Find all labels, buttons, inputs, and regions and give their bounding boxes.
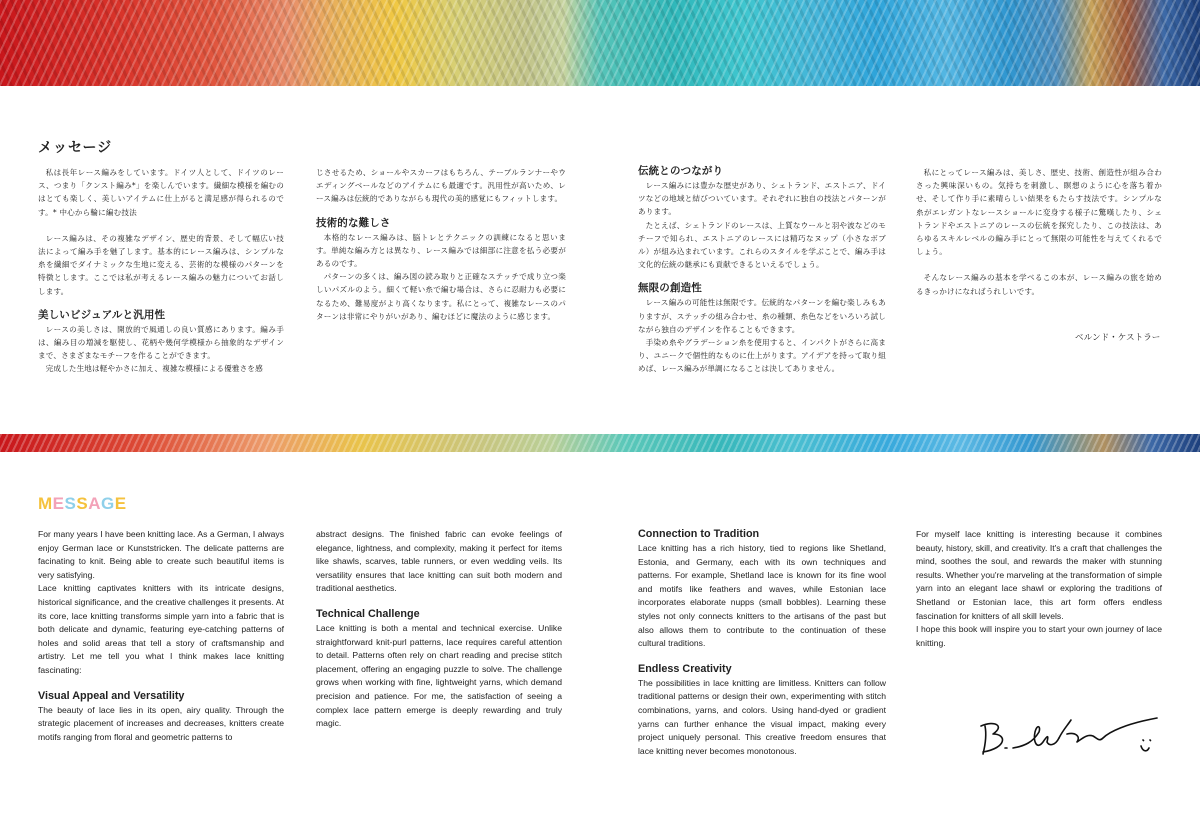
jp-paragraph: レース編みは、その複雑なデザイン、歴史的背景、そして幅広い技法によって編み手を魅了します。基本的にレース編みは、シンプルな糸を繊細でダイナミックな生地に変える、芸術的な模様のパターンを特徴とします。ここでは私が考えるレース編みの魅力についてお話しします。	[38, 233, 284, 296]
japanese-column-1	[38, 166, 284, 376]
en-paragraph: I hope this book will inspire you to start your own journey of lace knitting.	[916, 624, 1162, 648]
english-column-4	[916, 528, 1162, 650]
en-heading-technical-challenge: Technical Challenge	[316, 607, 420, 620]
jp-heading-creativity: 無限の創造性	[638, 282, 702, 295]
title-letter: G	[100, 494, 115, 513]
jp-heading-technical-challenge: 技術的な難しさ	[316, 216, 391, 229]
lace-yarn-photo-band-middle	[0, 434, 1200, 452]
title-letter: E	[114, 494, 127, 513]
en-paragraph: Lace knitting captivates knitters with its intricate designs, historical significance, and the creative challenges it presents. At its core, lace knitting transforms simple yarn into a fabric that is both delicate and dynamic, featuring eye-catching patterns of holes and solid areas that tell a story of craftsmanship and artistry. Let me tell you what I think makes lace knitting fascinating:	[38, 583, 284, 675]
jp-paragraph: 本格的なレース編みは、脳トレとテクニックの訓練になると思います。単純な編み方とは異なり、レース編みでは細部に注意を払う必要があるのです。	[316, 232, 566, 269]
title-letter: E	[52, 494, 65, 513]
jp-paragraph: 完成した生地は軽やかさに加え、複雑な模様による優雅さを感	[45, 364, 263, 374]
jp-paragraph: レース編みの可能性は無限です。伝統的なパターンを編む楽しみもありますが、ステッチの組み合わせ、糸の種類、糸色などをいろいろ試しながら独自のデザインを作ることもできます。	[638, 298, 886, 334]
en-paragraph: Lace knitting is both a mental and technical exercise. Unlike straightforward knit-purl patterns, lace requires careful attention to detail. Patterns often rely on chart reading and precise stitch placement, offering an engaging puzzle to solve. The challenge grows when working with fine, lightweight yarns, which demand precision and patience. For me, the satisfaction of seeing a complex lace pattern emerge is deeply rewarding and truly magic.	[316, 622, 562, 729]
japanese-column-3	[638, 164, 886, 376]
jp-paragraph: 私にとってレース編みは、美しさ、歴史、技術、創造性が組み合わさった興味深いもの。気持ちを刺激し、瞑想のように心を落ち着かせ、そして作り手に素晴らしい結果をもたらす技法です。シンプルな糸がエレガントなレースショールに変身する様子に驚嘆したり、シェトランドやエストニアのレースの伝統を探究したり、この技法は、あらゆるスキルレベルの編み手にとって無限の可能性を与えてくれるでしょう。	[916, 168, 1162, 257]
en-paragraph: The possibilities in lace knitting are limitless. Knitters can follow traditional patterns or design their own, experimenting with stitch combinations, yarns, and colors. Using hand-dyed or gradient yarns can further enhance the visual impact, making every project uniquely personal. This creative freedom ensures that lace knitting never becomes monotonous.	[638, 677, 886, 756]
jp-paragraph: レース編みには豊かな歴史があり、シェトランド、エストニア、ドイツなどの地域と結びついています。それぞれに独自の技法とパターンがあります。	[638, 181, 886, 217]
title-letter: M	[38, 494, 53, 513]
jp-heading-tradition: 伝統とのつながり	[638, 165, 724, 177]
jp-paragraph: 私は長年レース編みをしています。ドイツ人として、ドイツのレース、つまり「クンスト編み*」を楽しんでいます。繊細な模様を編むのはとても楽しく、美しいアイテムに仕上がると満足感が得られるのです。* 中心から輪に編む技法	[38, 168, 284, 217]
handwritten-signature	[975, 712, 1165, 764]
jp-paragraph: じさせるため、ショールやスカーフはもちろん、テーブルランナーやウエディングベールなどのアイテムにも最適です。汎用性が高いため、レース編みは伝統的でありながらも現代の美的感覚にもフィットします。	[316, 168, 566, 204]
english-message-title	[38, 494, 127, 514]
jp-heading-visual-appeal: 美しいビジュアルと汎用性	[38, 308, 166, 321]
en-paragraph: Lace knitting has a rich history, tied to regions like Shetland, Estonia, and Germany, each with its own techniques and patterns. For example, Shetland lace is known for its fine wool and motifs like feathers and waves, while Estonian lace incorporates elaborate nupps (small bobbles). Learning these styles not only connects knitters to the artisans of the past but also allows them to contribute to the continuation of these cultural traditions.	[638, 543, 886, 649]
jp-paragraph: レースの美しさは、開放的で風通しの良い質感にあります。編み手は、編み目の増減を駆使し、花柄や幾何学模様から抽象的なデザインまで、さまざまなモチーフを作ることができます。	[38, 324, 284, 361]
en-paragraph: For many years I have been knitting lace. As a German, I always enjoy German lace or Kunststricken. The delicate patterns are facinating to knit. Being able to create such beautiful items is very satisfying.	[38, 529, 284, 580]
jp-paragraph: パターンの多くは、編み図の読み取りと正確なステッチで成り立つ楽しいパズルのよう。細くて軽い糸で編む場合は、さらに忍耐力も必要になるため、難易度がより高くなります。私にとって、複雑なレースのパターンは非常にやりがいがあり、編むほどに魔法のように感じます。	[316, 272, 566, 321]
title-letter: A	[88, 494, 101, 513]
en-heading-visual-appeal: Visual Appeal and Versatility	[38, 689, 185, 702]
title-letter: S	[76, 494, 89, 513]
en-heading-tradition: Connection to Tradition	[638, 528, 760, 540]
en-paragraph: The beauty of lace lies in its open, airy quality. Through the strategic placement of increases and decreases, knitters create motifs ranging from floral and geometric patterns to	[38, 704, 284, 742]
japanese-message-title: メッセージ	[38, 140, 113, 156]
english-column-2	[316, 528, 562, 731]
japanese-column-4	[916, 166, 1162, 298]
japanese-author-signature: ベルンド・ケストラー	[1075, 333, 1161, 343]
en-heading-creativity: Endless Creativity	[638, 662, 732, 675]
en-paragraph: For myself lace knitting is interesting because it combines beauty, history, skill, and creativity. It's a craft that challenges the mind, soothes the soul, and rewards the maker with stunning results. Whether you're marveling at the transformation of simple yarn into an elegant lace shawl or exploring the traditions of Shetland or Estonian lace, this art form offers endless fascination for knitters of all skill levels.	[916, 529, 1162, 621]
title-letter: S	[64, 494, 77, 513]
english-column-1	[38, 528, 284, 744]
jp-paragraph: そんなレース編みの基本を学べるこの本が、レース編みの旅を始めるきっかけになればうれしいです。	[916, 273, 1162, 296]
japanese-column-2	[316, 166, 566, 323]
en-paragraph: abstract designs. The finished fabric can evoke feelings of elegance, lightness, and complexity, making it perfect for items like shawls, scarves, table runners, or even wedding veils. Its versatility ensures that lace knitting can suit both modern and traditional aesthetics.	[316, 529, 562, 594]
english-column-3	[638, 526, 886, 758]
jp-paragraph: たとえば、シェトランドのレースは、上質なウールと羽や波などのモチーフで知られ、エストニアのレースには精巧なヌップ（小さなボブル）が組み込まれています。これらのスタイルを学ぶことで、編み手は文化的伝統の継承にも貢献できるといえるでしょう。	[638, 220, 886, 270]
jp-paragraph: 手染め糸やグラデーション糸を使用すると、インパクトがさらに高まり、ユニークで個性的なものに仕上がります。アイデアを持って取り組めば、レース編みが単調になることは決してありません。	[638, 338, 886, 374]
lace-yarn-photo-band-top	[0, 0, 1200, 86]
